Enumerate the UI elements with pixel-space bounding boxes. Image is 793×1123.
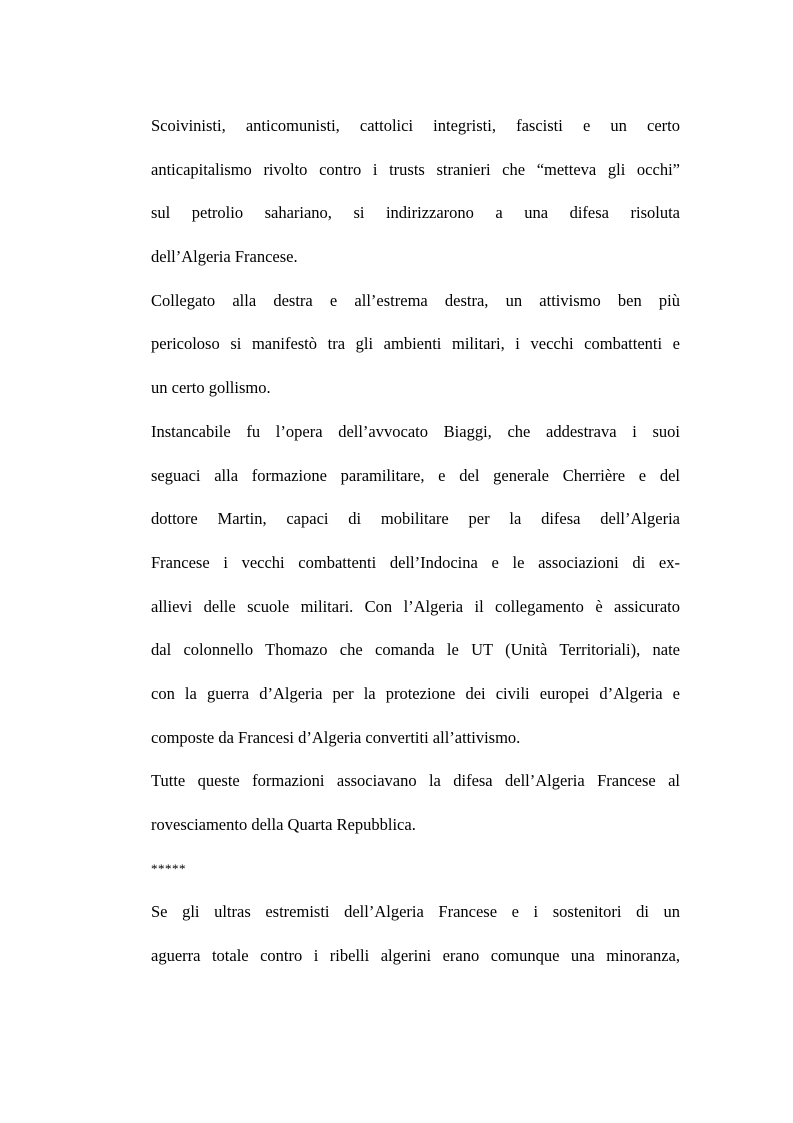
text-line: Instancabile fu l’opera dell’avvocato Biaggi, che addestrava i suoi xyxy=(151,421,680,441)
text-line: aguerra totale contro i ribelli algerini erano comunque una minoranza, xyxy=(151,946,680,966)
body-text xyxy=(151,107,680,981)
text-line: Se gli ultras estremisti dell’Algeria Francese e i sostenitori di un xyxy=(151,902,680,922)
text-line: con la guerra d’Algeria per la protezione dei civili europei d’Algeria e xyxy=(151,683,680,703)
text-line: rovesciamento della Quarta Repubblica. xyxy=(151,815,416,834)
text-line: dal colonnello Thomazo che comanda le UT (Unità Territoriali), nate xyxy=(151,640,680,660)
text-line: dottore Martin, capaci di mobilitare per la difesa dell’Algeria xyxy=(151,509,680,529)
text-line: Tutte queste formazioni associavano la difesa dell’Algeria Francese al xyxy=(151,771,680,791)
text-line: seguaci alla formazione paramilitare, e del generale Cherrière e del xyxy=(151,465,680,485)
text-line: dell’Algeria Francese. xyxy=(151,247,298,267)
section-separator: ***** xyxy=(151,860,186,876)
text-line: pericoloso si manifestò tra gli ambienti militari, i vecchi combattenti e xyxy=(151,334,680,354)
text-line: sul petrolio sahariano, si indirizzarono a una difesa risoluta xyxy=(151,203,680,223)
text-line: allievi delle scuole militari. Con l’Algeria il collegamento è assicurato xyxy=(151,596,680,616)
text-line: Francese i vecchi combattenti dell’Indocina e le associazioni di ex- xyxy=(151,552,680,572)
text-line: composte da Francesi d’Algeria convertiti all’attivismo. xyxy=(151,727,521,747)
text-line: anticapitalismo rivolto contro i trusts stranieri che “metteva gli occhi” xyxy=(151,159,680,179)
text-line: Scoivinisti, anticomunisti, cattolici integristi, fascisti e un certo xyxy=(151,116,680,135)
text-line: un certo gollismo. xyxy=(151,378,271,398)
text-line: Collegato alla destra e all’estrema destra, un attivismo ben più xyxy=(151,290,680,310)
